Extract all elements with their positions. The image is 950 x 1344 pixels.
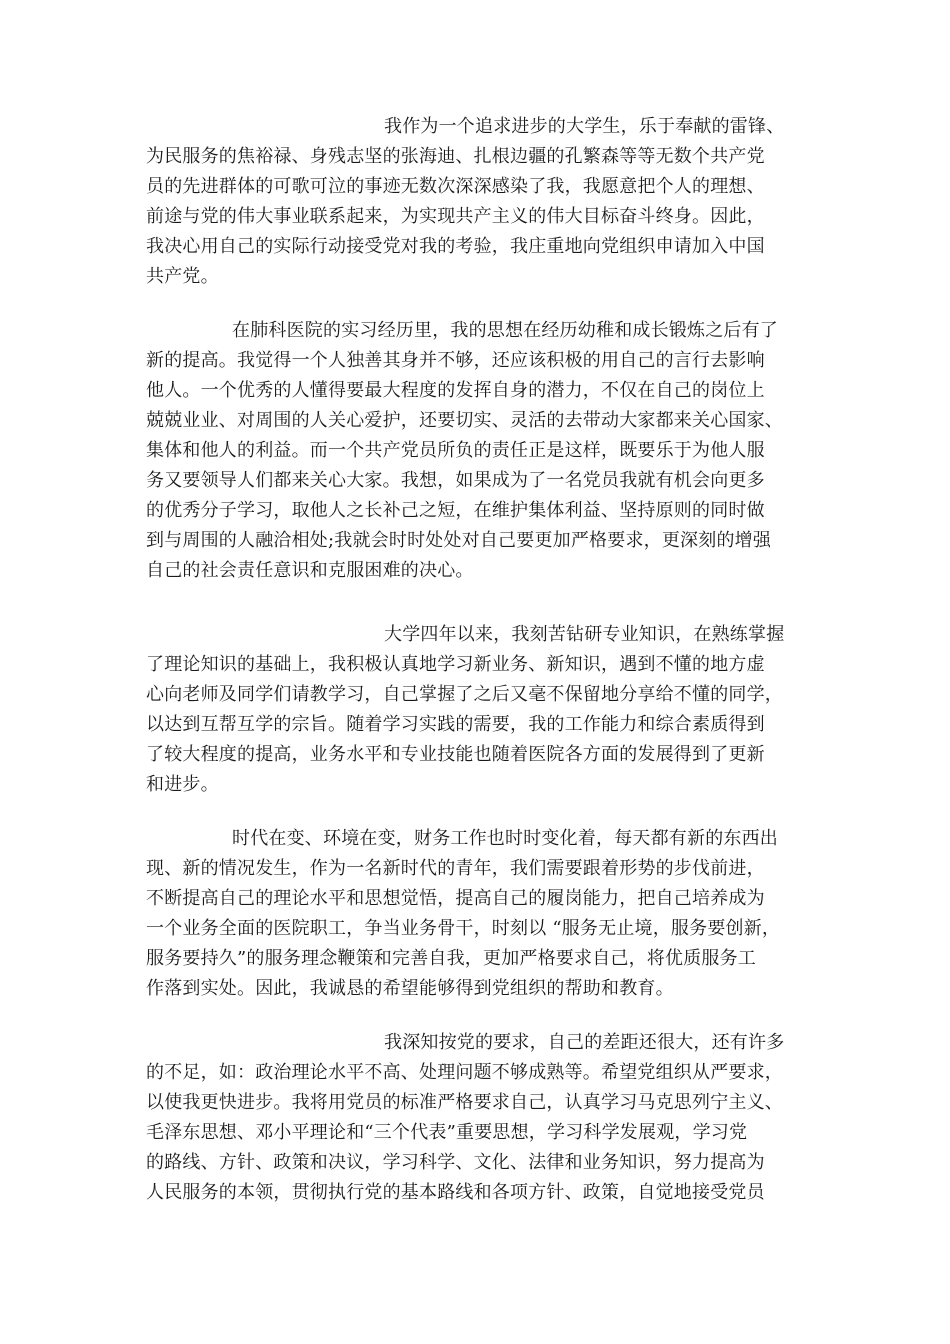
text-line: 的不足，如：政治理论水平不高、处理问题不够成熟等。希望党组织从严要求， — [146, 1062, 783, 1083]
text-line: 作落到实处。因此，我诚恳的希望能够得到党组织的帮助和教育。 — [146, 978, 674, 999]
text-line: 在肺科医院的实习经历里，我的思想在经历幼稚和成长锻炼之后有了 — [232, 320, 778, 341]
text-line: 我决心用自己的实际行动接受党对我的考验，我庄重地向党组织申请加入中国 — [146, 236, 765, 257]
text-line: 和进步。 — [146, 774, 219, 795]
paragraph — [146, 112, 826, 292]
paragraph — [146, 1028, 826, 1208]
text-line: 前途与党的伟大事业联系起来，为实现共产主义的伟大目标奋斗终身。因此， — [146, 206, 765, 227]
text-line: 了较大程度的提高，业务水平和专业技能也随着医院各方面的发展得到了更新 — [146, 744, 765, 765]
text-line: 人民服务的本领，贯彻执行党的基本路线和各项方针、政策，自觉地接受党员 — [146, 1182, 765, 1203]
paragraph — [146, 824, 826, 1004]
text-line: 共产党。 — [146, 266, 219, 287]
text-line: 我深知按党的要求，自己的差距还很大，还有许多 — [384, 1032, 785, 1053]
text-line: 集体和他人的利益。而一个共产党员所负的责任正是这样，既要乐于为他人服 — [146, 440, 765, 461]
text-line: 我作为一个追求进步的大学生，乐于奉献的雷锋、 — [384, 116, 785, 137]
text-line: 为民服务的焦裕禄、身残志坚的张海迪、扎根边疆的孔繁森等等无数个共产党 — [146, 146, 765, 167]
text-line: 的优秀分子学习，取他人之长补己之短，在维护集体利益、坚持原则的同时做 — [146, 500, 765, 521]
text-line: 的路线、方针、政策和决议，学习科学、文化、法律和业务知识，努力提高为 — [146, 1152, 765, 1173]
text-line: 自己的社会责任意识和克服困难的决心。 — [146, 560, 474, 581]
text-line: 新的提高。我觉得一个人独善其身并不够，还应该积极的用自己的言行去影响 — [146, 350, 765, 371]
text-line: 毛泽东思想、邓小平理论和“三个代表”重要思想，学习科学发展观，学习党 — [146, 1122, 748, 1143]
text-line: 心向老师及同学们请教学习，自己掌握了之后又毫不保留地分享给不懂的同学， — [146, 684, 783, 705]
text-line: 不断提高自己的理论水平和思想觉悟，提高自己的履岗能力，把自己培养成为 — [146, 888, 765, 909]
text-line: 兢兢业业、对周围的人关心爱护，还要切实、灵活的去带动大家都来关心国家、 — [146, 410, 783, 431]
text-line: 一个业务全面的医院职工，争当业务骨干，时刻以 “服务无止境，服务要创新， — [146, 918, 781, 939]
text-line: 员的先进群体的可歌可泣的事迹无数次深深感染了我，我愿意把个人的理想、 — [146, 176, 765, 197]
paragraph — [146, 620, 826, 800]
text-line: 服务要持久”的服务理念鞭策和完善自我，更加严格要求自己，将优质服务工 — [146, 948, 756, 969]
text-line: 他人。一个优秀的人懂得要最大程度的发挥自身的潜力，不仅在自己的岗位上 — [146, 380, 765, 401]
text-line: 了理论知识的基础上，我积极认真地学习新业务、新知识，遇到不懂的地方虚 — [146, 654, 765, 675]
paragraph — [146, 316, 826, 586]
text-line: 务又要领导人们都来关心大家。我想，如果成为了一名党员我就有机会向更多 — [146, 470, 765, 491]
text-line: 以达到互帮互学的宗旨。随着学习实践的需要，我的工作能力和综合素质得到 — [146, 714, 765, 735]
text-line: 以使我更快进步。我将用党员的标准严格要求自己，认真学习马克思列宁主义、 — [146, 1092, 783, 1113]
text-line: 大学四年以来，我刻苦钻研专业知识，在熟练掌握 — [384, 624, 785, 645]
text-line: 现、新的情况发生，作为一名新时代的青年，我们需要跟着形势的步伐前进， — [146, 858, 765, 879]
text-line: 到与周围的人融洽相处;我就会时时处处对自己要更加严格要求，更深刻的增强 — [146, 530, 772, 551]
text-line: 时代在变、环境在变，财务工作也时时变化着，每天都有新的东西出 — [232, 828, 778, 849]
